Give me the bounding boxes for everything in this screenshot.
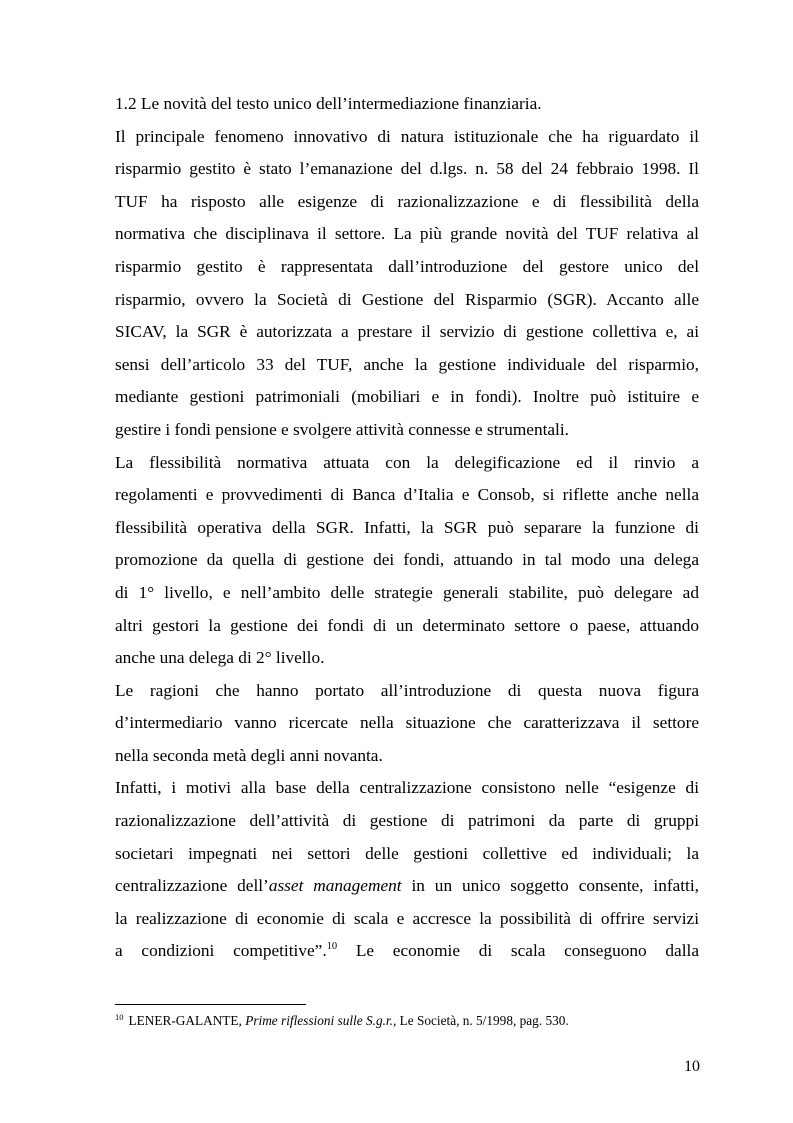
text-line: risparmio gestito è rappresentata dall’introduzione del gestore unico del <box>115 256 699 276</box>
text-line: flessibilità operativa della SGR. Infatti, la SGR può separare la funzione di <box>115 517 699 537</box>
italic-term: asset management <box>268 876 402 896</box>
text-line: Infatti, i motivi alla base della centralizzazione consistono nelle “esigenze di <box>115 778 699 798</box>
text-segment: a condizioni competitive”. <box>115 941 327 961</box>
paragraph-3 <box>115 675 699 773</box>
text-segment: Le economie di scala conseguono dalla <box>337 941 699 961</box>
paragraph-4 <box>115 772 699 968</box>
body-text <box>115 88 699 968</box>
text-line: risparmio, ovvero la Società di Gestione del Risparmio (SGR). Accanto alle <box>115 289 699 309</box>
text-line: razionalizzazione dell’attività di gestione di patrimoni da parte di gruppi <box>115 811 699 831</box>
text-segment: centralizzazione dell’ <box>115 876 269 896</box>
text-line: regolamenti e provvedimenti di Banca d’Italia e Consob, si riflette anche nella <box>115 485 699 505</box>
text-line: Il principale fenomeno innovativo di natura istituzionale che ha riguardato il <box>115 126 699 146</box>
text-line: TUF ha risposto alle esigenze di razionalizzazione e di flessibilità della <box>115 191 699 211</box>
paragraph-1 <box>115 121 699 447</box>
text-line: La flessibilità normativa attuata con la delegificazione ed il rinvio a <box>115 452 699 472</box>
paragraph-2 <box>115 447 699 675</box>
footnote <box>115 1012 699 1031</box>
text-line: societari impegnati nei settori delle gestioni collettive ed individuali; la <box>115 843 699 863</box>
text-line: gestire i fondi pensione e svolgere attività connesse e strumentali. <box>115 419 569 439</box>
section-heading: 1.2 Le novità del testo unico dell’intermediazione finanziaria. <box>115 94 542 113</box>
text-line: sensi dell’articolo 33 del TUF, anche la gestione individuale del risparmio, <box>115 354 699 374</box>
footnote-author: LENER-GALANTE, <box>128 1013 246 1028</box>
text-line: risparmio gestito è stato l’emanazione del d.lgs. n. 58 del 24 febbraio 1998. Il <box>115 159 699 179</box>
page-number: 10 <box>684 1058 700 1075</box>
text-line: mediante gestioni patrimoniali (mobiliari e in fondi). Inoltre può istituire e <box>115 387 699 407</box>
footnote-title: Prime riflessioni sulle S.g.r., <box>245 1013 397 1028</box>
text-line: normativa che disciplinava il settore. La più grande novità del TUF relativa al <box>115 224 699 244</box>
text-line: altri gestori la gestione dei fondi di un determinato settore o paese, attuando <box>115 615 699 635</box>
text-line: anche una delega di 2° livello. <box>115 648 325 668</box>
text-line: la realizzazione di economie di scala e accresce la possibilità di offrire servizi <box>115 908 699 928</box>
text-line: di 1° livello, e nell’ambito delle strategie generali stabilite, può delegare ad <box>115 582 699 602</box>
text-line: Le ragioni che hanno portato all’introduzione di questa nuova figura <box>115 680 699 700</box>
text-line: promozione da quella di gestione dei fondi, attuando in tal modo una delega <box>115 550 699 570</box>
text-line <box>115 935 699 968</box>
footnote-separator <box>115 1004 306 1005</box>
text-line: d’intermediario vanno ricercate nella situazione che caratterizzava il settore <box>115 713 699 733</box>
text-segment: in un unico soggetto consente, infatti, <box>401 876 699 896</box>
footnote-source: Le Società, n. 5/1998, pag. 530. <box>396 1013 569 1028</box>
footnote-number: 10 <box>115 1012 124 1022</box>
text-line <box>115 870 699 903</box>
footnote-reference[interactable]: 10 <box>326 941 338 953</box>
text-line: nella seconda metà degli anni novanta. <box>115 745 383 765</box>
text-line: SICAV, la SGR è autorizzata a prestare il servizio di gestione collettiva e, ai <box>115 322 699 342</box>
